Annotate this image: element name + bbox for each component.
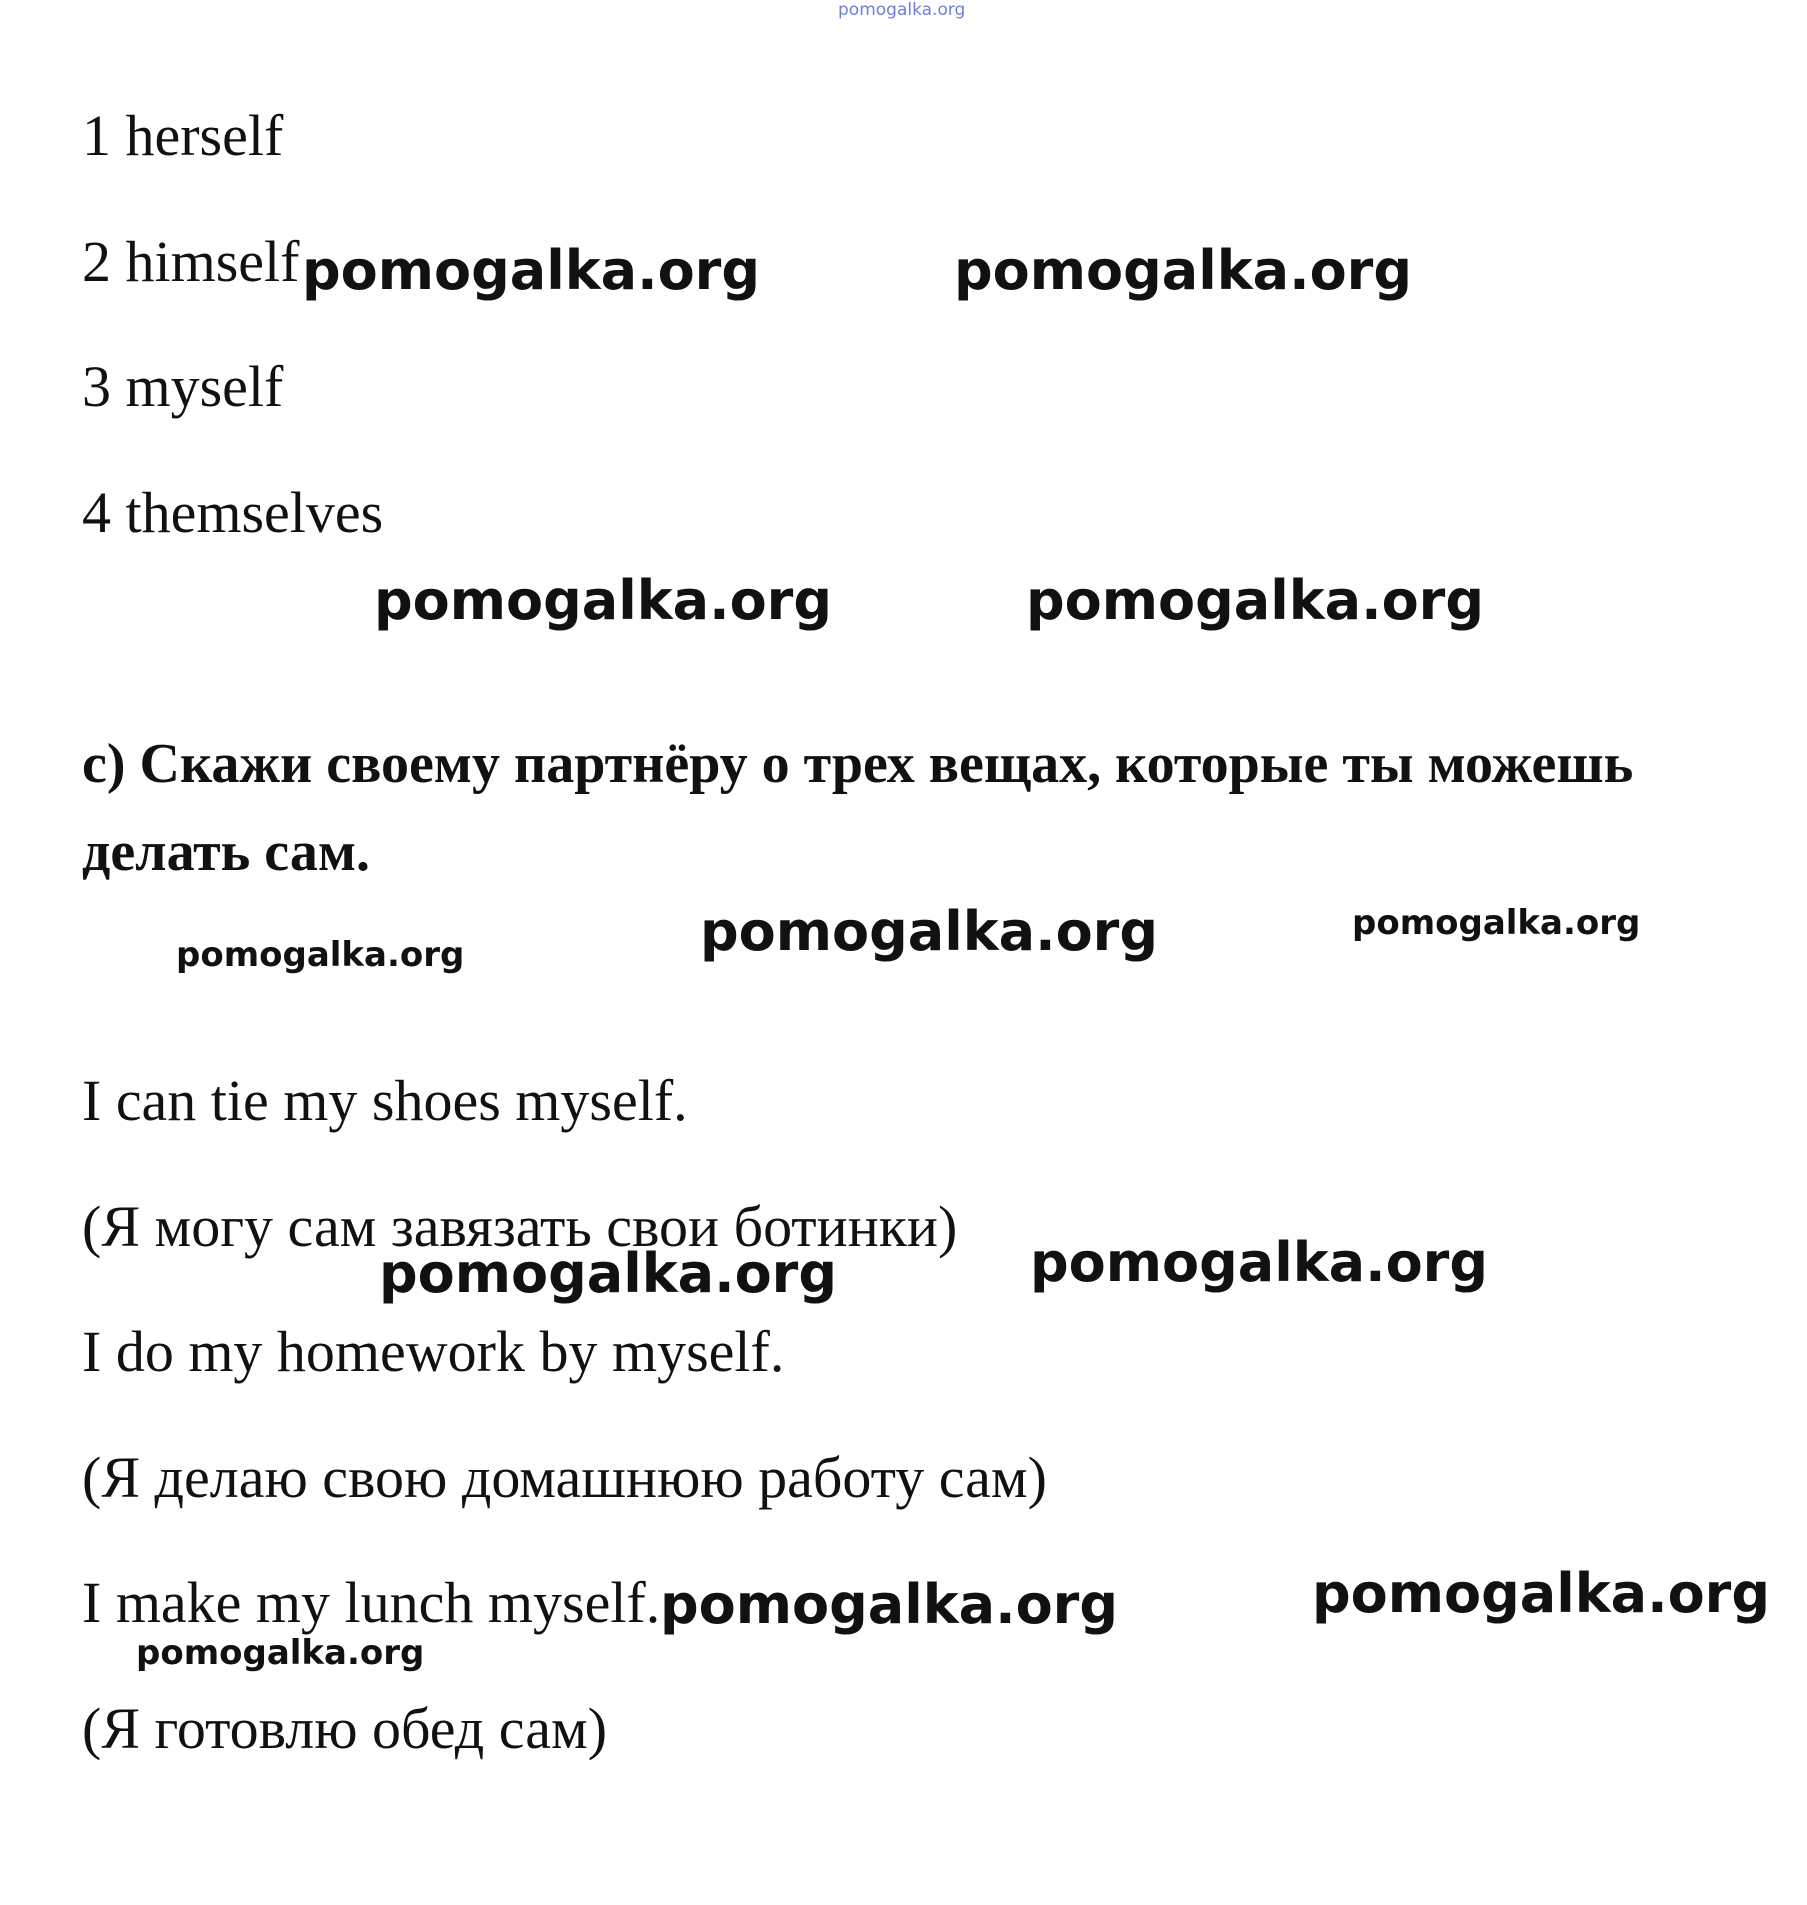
watermark: pomogalka.org [176,935,465,975]
watermark: pomogalka.org [374,569,832,632]
sentence-translation: (Я делаю свою домашнюю работу сам) [82,1445,1047,1510]
top-watermark: pomogalka.org [838,0,966,20]
watermark: pomogalka.org [1312,1562,1770,1625]
answer-item: 4 themselves [82,480,384,545]
watermark: pomogalka.org [660,1573,1118,1636]
watermark: pomogalka.org [700,900,1158,963]
watermark: pomogalka.org [136,1633,425,1673]
sentence-translation: (Я могу сам завязать свои ботинки) [82,1194,958,1259]
watermark: pomogalka.org [1026,569,1484,632]
watermark: pomogalka.org [302,239,760,302]
sentence-english: I do my homework by myself. [82,1319,785,1384]
answer-item: 2 himself [82,229,300,294]
sentence-translation: (Я готовлю обед сам) [82,1696,608,1761]
watermark: pomogalka.org [1352,903,1641,943]
sentence-english: I can tie my shoes myself. [82,1068,688,1133]
answer-item: 1 herself [82,103,284,168]
watermark: pomogalka.org [954,239,1412,302]
watermark: pomogalka.org [1030,1231,1488,1294]
sentence-english: I make my lunch myself. [82,1570,661,1635]
watermark: pomogalka.org [379,1242,837,1305]
answer-item: 3 myself [82,354,284,419]
task-heading: c) Скажи своему партнёру о трех вещах, которые ты можешь делать сам. [82,733,1634,883]
